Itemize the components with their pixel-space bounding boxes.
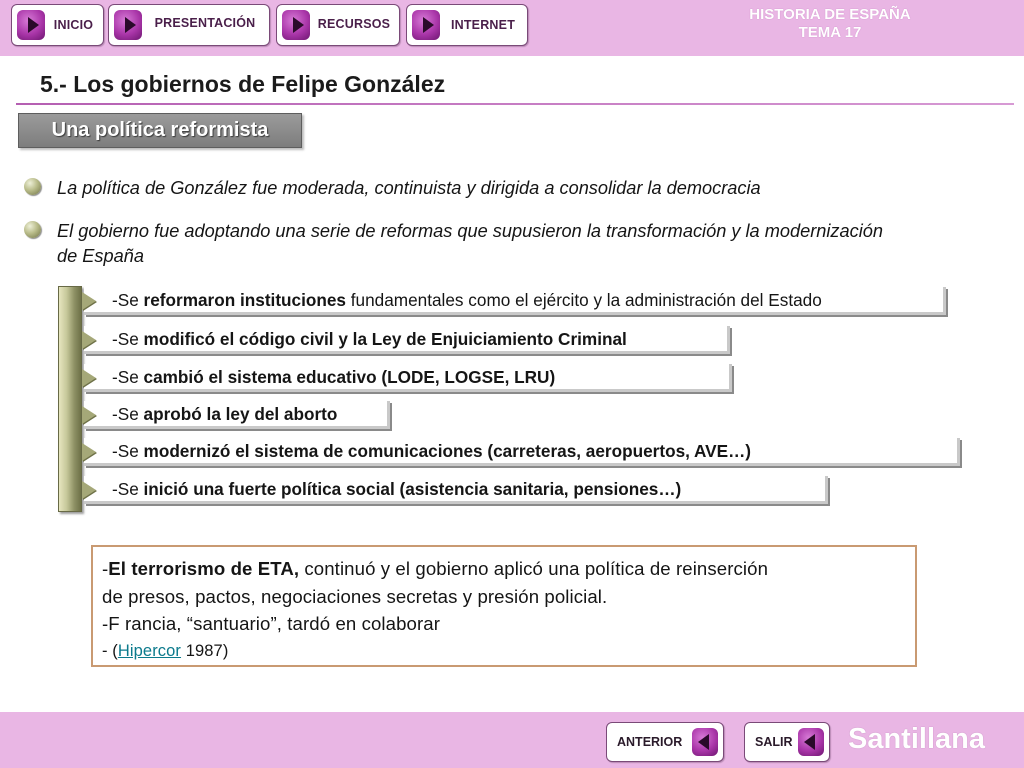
section-tag: Una política reformista [18, 113, 302, 148]
arrow-right-icon [82, 406, 96, 424]
arrow-right-icon [82, 331, 96, 349]
brand-logo: Santillana [848, 723, 985, 755]
top-navigation-bar [0, 0, 1024, 56]
eta-line-2: de presos, pactos, negociaciones secretas y presión policial. [102, 585, 608, 607]
reform-text: -Se modificó el código civil y la Ley de Enjuiciamiento Criminal [112, 329, 627, 349]
reform-item [84, 476, 828, 504]
salir-button[interactable] [744, 722, 830, 762]
arrow-right-icon [82, 369, 96, 387]
salir-label: SALIR [755, 735, 793, 749]
recursos-button[interactable] [276, 4, 400, 46]
eta-line-1: -El terrorismo de ETA, continuó y el gobierno aplicó una política de reinserción [102, 558, 769, 579]
subject-title: HISTORIA DE ESPAÑA [749, 6, 911, 23]
arrow-right-icon [82, 292, 96, 310]
eta-line-3: -F rancia, “santuario”, tardó en colaborar [102, 613, 441, 634]
bullet-item [24, 176, 761, 201]
play-arrow-icon [282, 10, 310, 40]
subject-badge [720, 6, 940, 42]
presentacion-label: PRESENTACIÓN [154, 16, 256, 30]
unit-title: TEMA 17 [798, 24, 862, 41]
reform-text: -Se reformaron instituciones fundamentales como el ejército y la administración del Estado [112, 290, 822, 310]
bullet-text: La política de González fue moderada, continuista y dirigida a consolidar la democracia [57, 178, 761, 198]
recursos-label: RECURSOS [317, 17, 391, 31]
reform-text: -Se aprobó la ley del aborto [112, 404, 338, 424]
bullet-item [24, 219, 907, 269]
play-arrow-icon [412, 10, 440, 40]
presentacion-button[interactable] [108, 4, 270, 46]
internet-button[interactable] [406, 4, 528, 46]
back-arrow-icon [692, 728, 718, 756]
back-arrow-icon [798, 728, 824, 756]
reform-item [84, 401, 390, 429]
inicio-label: INICIO [53, 18, 94, 32]
play-arrow-icon [114, 10, 142, 40]
inicio-button[interactable] [11, 4, 104, 46]
reform-text: -Se modernizó el sistema de comunicaciones (carreteras, aeropuertos, AVE…) [112, 441, 752, 461]
reform-list-bracket [58, 286, 82, 512]
play-arrow-icon [17, 10, 45, 40]
reform-item [84, 438, 960, 466]
internet-label: INTERNET [450, 18, 516, 32]
reform-item [84, 326, 730, 354]
bullet-text: El gobierno fue adoptando una serie de reformas que supusieron la transformación y la modernización de España [57, 221, 884, 266]
reform-text: -Se cambió el sistema educativo (LODE, LOGSE, LRU) [112, 367, 556, 387]
arrow-right-icon [82, 481, 96, 499]
hipercor-link[interactable]: Hipercor [117, 641, 182, 660]
reform-text: -Se inició una fuerte política social (asistencia sanitaria, pensiones…) [112, 479, 682, 499]
bullet-dot-icon [24, 221, 41, 238]
arrow-right-icon [82, 443, 96, 461]
anterior-label: ANTERIOR [617, 735, 683, 749]
reform-item [84, 287, 946, 315]
reform-item [84, 364, 732, 392]
page-title: 5.- Los gobiernos de Felipe González [40, 71, 446, 97]
eta-line-4: - (Hipercor 1987) [102, 641, 229, 660]
anterior-button[interactable] [606, 722, 724, 762]
bullet-dot-icon [24, 178, 41, 195]
title-divider [16, 103, 1014, 105]
eta-info-box [91, 545, 917, 667]
